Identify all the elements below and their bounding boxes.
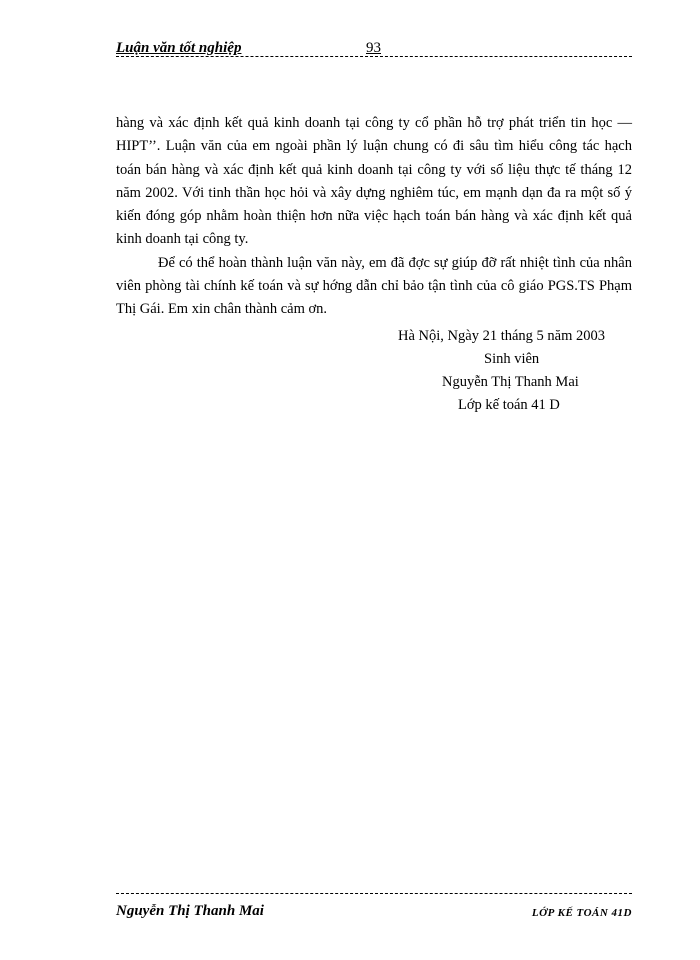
paragraph-1: hàng và xác định kết quả kinh doanh tại công ty cổ phần hỗ trợ phát triển tin học — HIPT’’. Luận văn của em ngoài phần lý luận chung có đi sâu tìm hiểu công tác hạch toán bán hàng và xác định kết quả kinh doanh tại công ty với số liệu thực tế tháng 12 năm 2002. Với tinh thần học hỏi và xây dựng nghiêm túc, em mạnh dạn đa ra một số ý kiến đóng góp nhằm hoàn thiện hơn nữa việc hạch toán bán hàng và xác định kết quả kinh doanh tại công ty. [116, 115, 632, 248]
footer-divider [116, 893, 632, 894]
signature-role: Sinh viên [484, 351, 540, 367]
page-header [116, 40, 632, 58]
paragraph-2: Để có thể hoàn thành luận văn này, em đã đợc sự giúp đỡ rất nhiệt tình của nhân viên phòng tài chính kế toán và sự hớng dẫn chỉ bảo tận tình của cô giáo PGS.TS Phạm Thị Gái. Em xin chân thành cảm ơn. [116, 254, 632, 318]
page-number: 93 [366, 40, 381, 56]
signature-place-date: Hà Nội, Ngày 21 tháng 5 năm 2003 [398, 328, 605, 344]
body-text [116, 112, 632, 322]
header-title: Luận văn tốt nghiệp [116, 40, 242, 56]
footer-author: Nguyễn Thị Thanh Mai [116, 903, 264, 919]
signature-name: Nguyễn Thị Thanh Mai [442, 374, 579, 390]
signature-class: Lớp kế toán 41 D [458, 397, 560, 413]
footer-class: LỚP KẾ TOÁN 41D [531, 907, 632, 919]
header-divider [116, 56, 632, 57]
